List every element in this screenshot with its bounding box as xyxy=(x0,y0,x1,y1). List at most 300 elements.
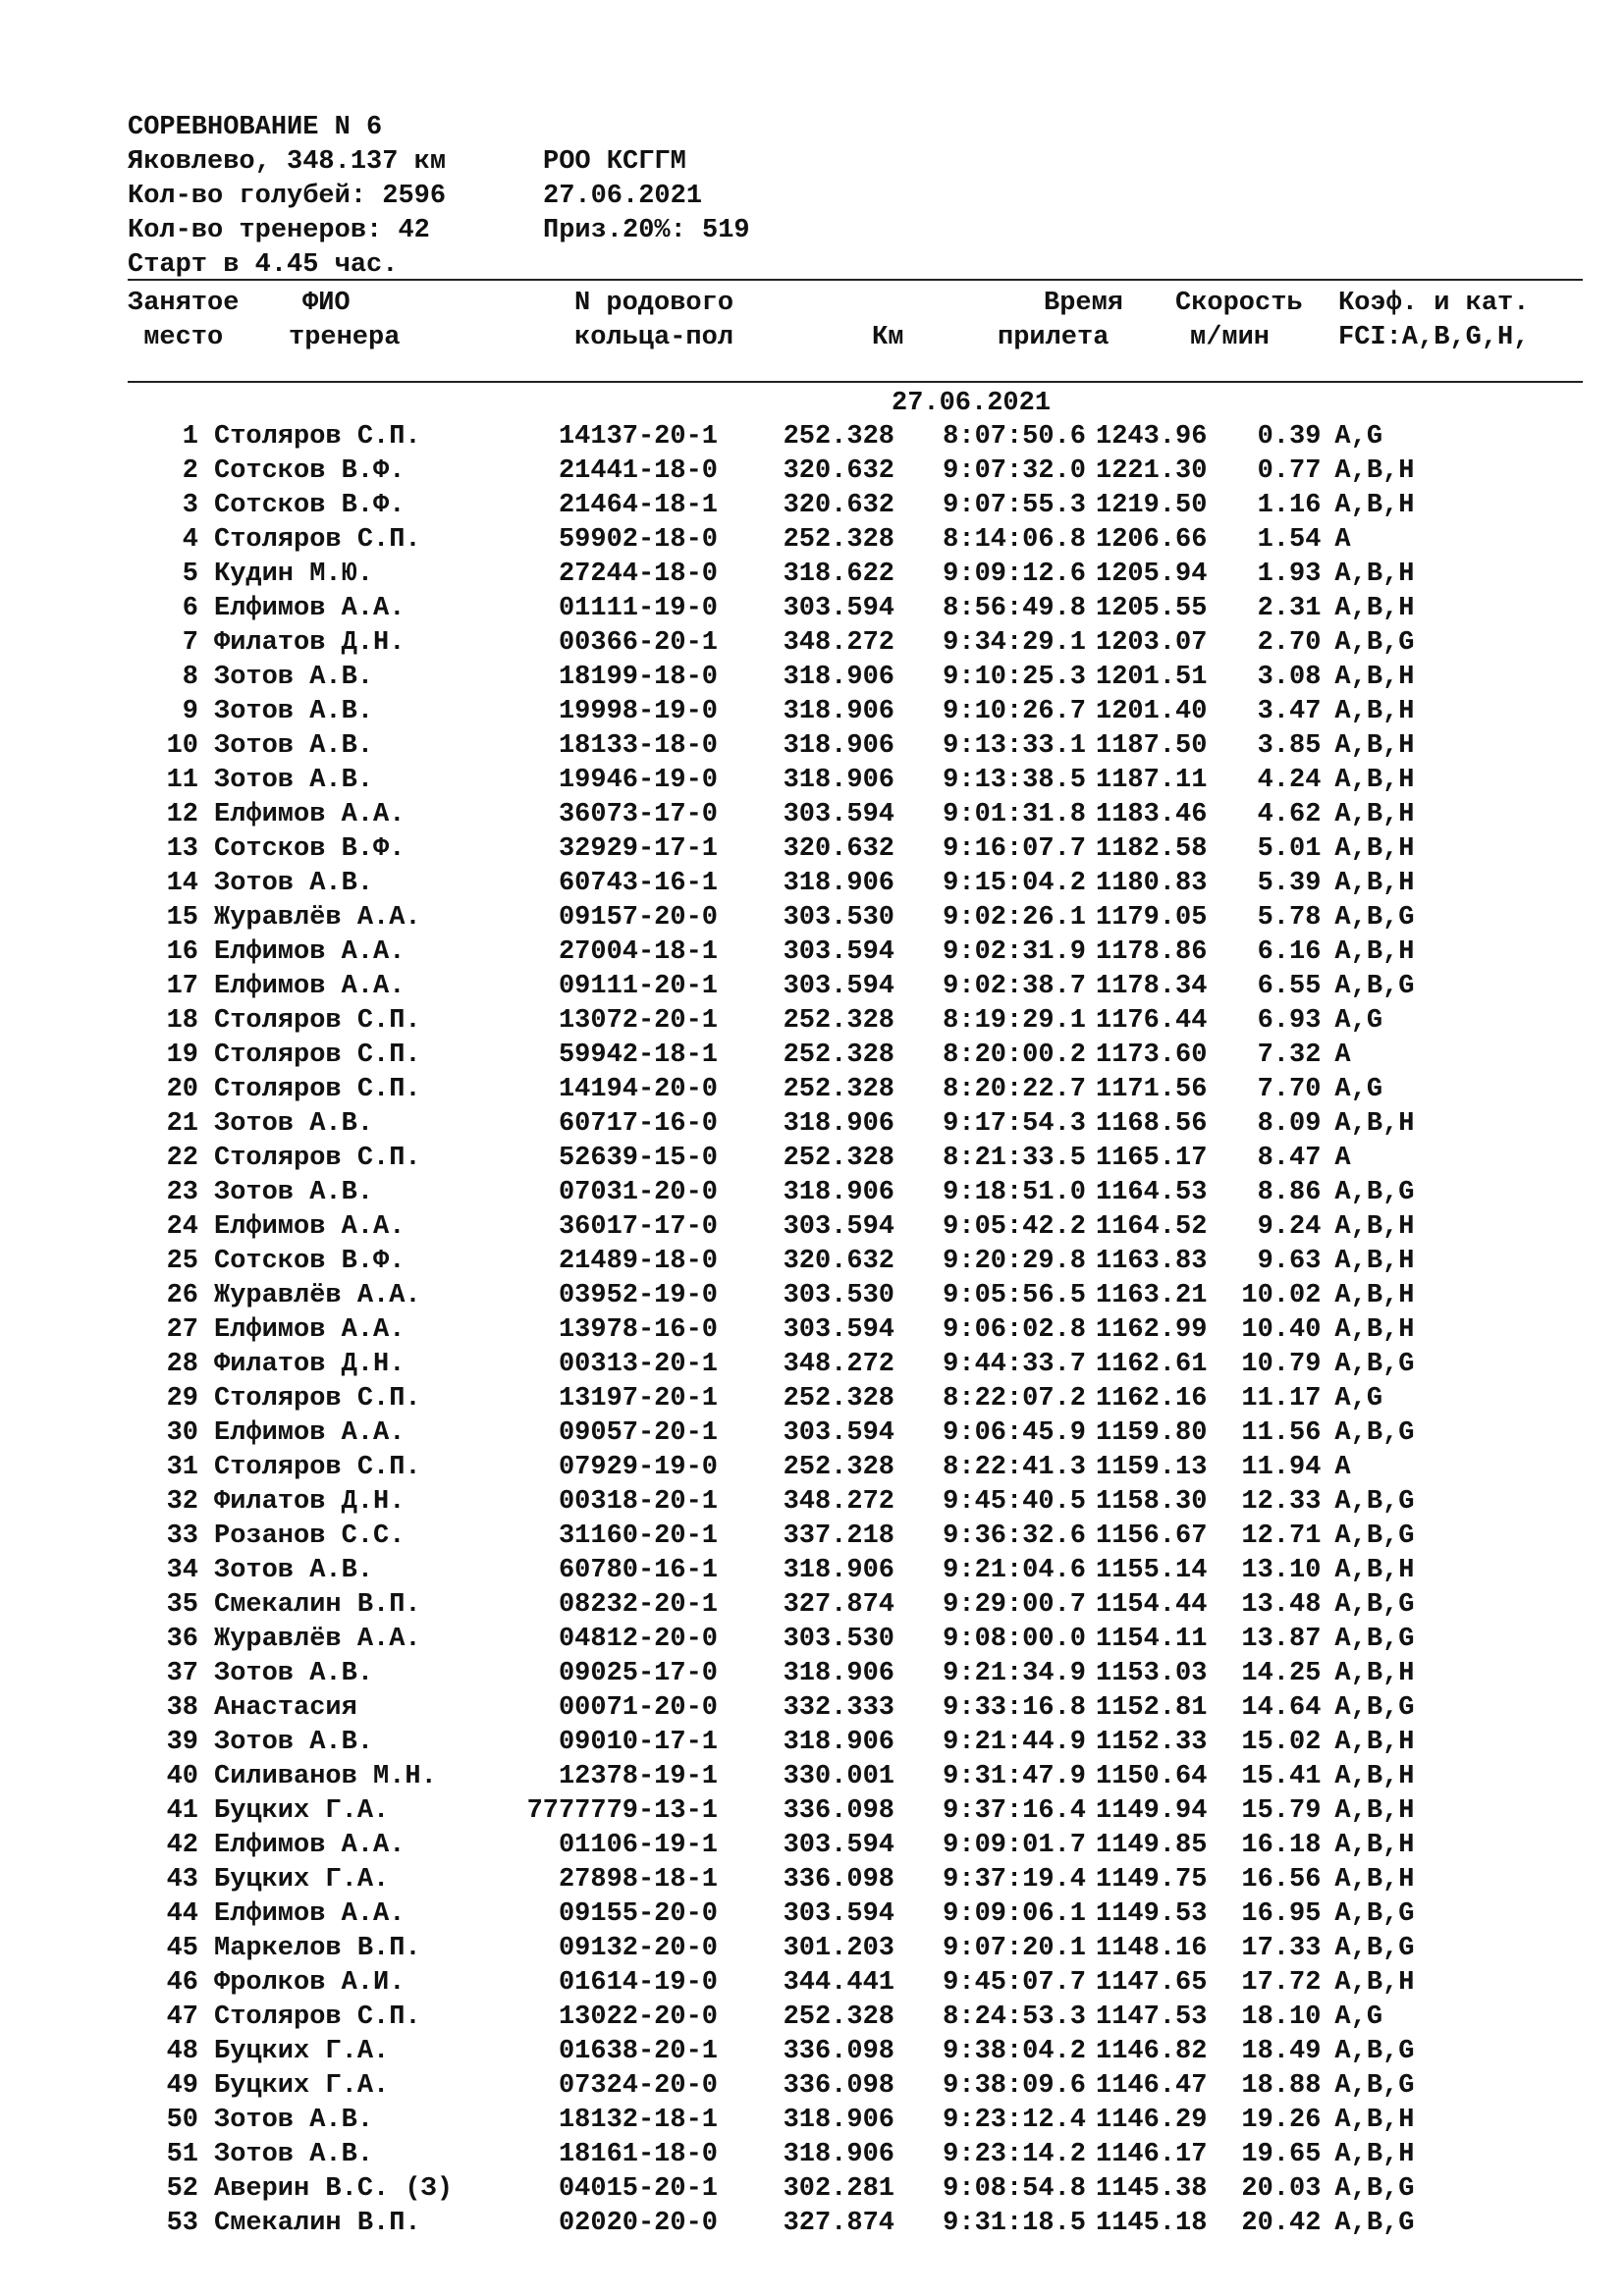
categories: A,B,H xyxy=(1334,560,1415,589)
arrival-time: 8:21:33.5 xyxy=(943,1144,1086,1173)
speed: 1164.53 xyxy=(1096,1178,1208,1207)
distance-km: 318.906 xyxy=(783,766,894,795)
distance-km: 303.594 xyxy=(783,1899,894,1929)
categories: A,B,H xyxy=(1334,731,1415,761)
coefficient: 3.08 xyxy=(1257,663,1322,692)
ring-number: 01111-19-0 xyxy=(558,594,718,623)
coefficient: 5.01 xyxy=(1257,834,1322,864)
place: 24 xyxy=(166,1212,198,1242)
trainer-name: Сотсков В.Ф. xyxy=(214,1247,406,1276)
table-row xyxy=(128,2069,1482,2104)
ring-number: 18161-18-0 xyxy=(558,2140,718,2169)
table-row xyxy=(128,1932,1482,1966)
trainer-name: Журавлёв А.А. xyxy=(214,1625,421,1654)
coefficient: 9.63 xyxy=(1257,1247,1322,1276)
arrival-time: 9:37:19.4 xyxy=(943,1865,1086,1895)
coefficient: 1.16 xyxy=(1257,491,1322,520)
trainer-name: Елфимов А.А. xyxy=(214,1831,406,1860)
ring-number: 01106-19-1 xyxy=(558,1831,718,1860)
arrival-time: 9:13:38.5 xyxy=(943,766,1086,795)
place: 51 xyxy=(166,2140,198,2169)
trainer-name: Филатов Д.Н. xyxy=(214,628,406,658)
ring-number: 00366-20-1 xyxy=(558,628,718,658)
trainer-name: Аверин В.С. (З) xyxy=(214,2174,454,2204)
arrival-time: 9:01:31.8 xyxy=(943,800,1086,829)
col-ring-line1: N родового xyxy=(574,289,734,318)
ring-number: 36073-17-0 xyxy=(558,800,718,829)
arrival-time: 9:18:51.0 xyxy=(943,1178,1086,1207)
speed: 1221.30 xyxy=(1096,456,1208,486)
trainer-name: Зотов А.В. xyxy=(214,1728,374,1757)
speed: 1155.14 xyxy=(1096,1556,1208,1585)
place: 29 xyxy=(166,1384,198,1414)
distance-km: 252.328 xyxy=(783,1384,894,1414)
ring-number: 59942-18-1 xyxy=(558,1041,718,1070)
speed: 1219.50 xyxy=(1096,491,1208,520)
trainer-name: Буцких Г.А. xyxy=(214,2071,390,2101)
coefficient: 2.31 xyxy=(1257,594,1322,623)
categories: A,B,G xyxy=(1334,903,1415,933)
categories: A,B,H xyxy=(1334,834,1415,864)
arrival-time: 8:20:00.2 xyxy=(943,1041,1086,1070)
table-row xyxy=(128,1004,1482,1039)
ring-number: 19998-19-0 xyxy=(558,697,718,726)
coefficient: 15.41 xyxy=(1241,1762,1322,1791)
place: 17 xyxy=(166,972,198,1001)
coefficient: 8.09 xyxy=(1257,1109,1322,1139)
group-date: 27.06.2021 xyxy=(892,389,1052,418)
distance-km: 252.328 xyxy=(783,1041,894,1070)
table-row xyxy=(128,1279,1482,1313)
categories: A,G xyxy=(1334,1384,1383,1414)
ring-number: 7777779-13-1 xyxy=(526,1796,718,1826)
speed: 1176.44 xyxy=(1096,1006,1208,1036)
distance-km: 344.441 xyxy=(783,1968,894,1998)
place: 37 xyxy=(166,1659,198,1688)
arrival-time: 9:09:12.6 xyxy=(943,560,1086,589)
col-coef-line1: Коэф. и кат. xyxy=(1338,289,1530,318)
table-row xyxy=(128,1691,1482,1726)
coefficient: 4.62 xyxy=(1257,800,1322,829)
col-km: Км xyxy=(872,323,904,352)
distance-km: 252.328 xyxy=(783,1453,894,1482)
coefficient: 11.56 xyxy=(1241,1418,1322,1448)
place: 45 xyxy=(166,1934,198,1963)
coefficient: 6.16 xyxy=(1257,937,1322,967)
table-row xyxy=(128,798,1482,832)
table-row xyxy=(128,832,1482,867)
release-point: Яковлево, 348.137 км xyxy=(128,147,447,177)
place: 5 xyxy=(182,560,198,589)
speed: 1152.33 xyxy=(1096,1728,1208,1757)
speed: 1243.96 xyxy=(1096,422,1208,452)
distance-km: 318.906 xyxy=(783,663,894,692)
categories: A,B,G xyxy=(1334,2209,1415,2238)
table-row xyxy=(128,626,1482,661)
trainer-name: Столяров С.П. xyxy=(214,1453,421,1482)
speed: 1162.61 xyxy=(1096,1350,1208,1379)
arrival-time: 9:07:20.1 xyxy=(943,1934,1086,1963)
coefficient: 18.10 xyxy=(1241,2002,1322,2032)
table-row xyxy=(128,1657,1482,1691)
trainer-name: Елфимов А.А. xyxy=(214,1899,406,1929)
place: 35 xyxy=(166,1590,198,1620)
ring-number: 18199-18-0 xyxy=(558,663,718,692)
speed: 1168.56 xyxy=(1096,1109,1208,1139)
ring-number: 09111-20-1 xyxy=(558,972,718,1001)
results-body xyxy=(128,420,1482,2241)
place: 53 xyxy=(166,2209,198,2238)
distance-km: 330.001 xyxy=(783,1762,894,1791)
arrival-time: 9:29:00.7 xyxy=(943,1590,1086,1620)
arrival-time: 9:37:16.4 xyxy=(943,1796,1086,1826)
trainer-count: Кол-во тренеров: 42 xyxy=(128,216,430,245)
prize-count: Приз.20%: 519 xyxy=(543,216,750,245)
ring-number: 14194-20-0 xyxy=(558,1075,718,1104)
speed: 1148.16 xyxy=(1096,1934,1208,1963)
speed: 1162.16 xyxy=(1096,1384,1208,1414)
table-row xyxy=(128,2104,1482,2138)
place: 12 xyxy=(166,800,198,829)
trainer-name: Столяров С.П. xyxy=(214,1144,421,1173)
arrival-time: 8:24:53.3 xyxy=(943,2002,1086,2032)
place: 23 xyxy=(166,1178,198,1207)
categories: A,B,G xyxy=(1334,1590,1415,1620)
distance-km: 320.632 xyxy=(783,834,894,864)
trainer-name: Столяров С.П. xyxy=(214,2002,421,2032)
trainer-name: Сотсков В.Ф. xyxy=(214,834,406,864)
speed: 1180.83 xyxy=(1096,869,1208,898)
place: 40 xyxy=(166,1762,198,1791)
categories: A,B,G xyxy=(1334,2071,1415,2101)
distance-km: 318.622 xyxy=(783,560,894,589)
categories: A,G xyxy=(1334,1075,1383,1104)
table-row xyxy=(128,2001,1482,2035)
results-table xyxy=(128,420,1482,2241)
categories: A,B,G xyxy=(1334,2037,1415,2066)
arrival-time: 9:13:33.1 xyxy=(943,731,1086,761)
ring-number: 21441-18-0 xyxy=(558,456,718,486)
distance-km: 318.906 xyxy=(783,869,894,898)
arrival-time: 9:10:25.3 xyxy=(943,663,1086,692)
arrival-time: 9:09:06.1 xyxy=(943,1899,1086,1929)
ring-number: 21464-18-1 xyxy=(558,491,718,520)
ring-number: 21489-18-0 xyxy=(558,1247,718,1276)
trainer-name: Зотов А.В. xyxy=(214,697,374,726)
col-name-line1: ФИО xyxy=(302,289,351,318)
distance-km: 318.906 xyxy=(783,1178,894,1207)
distance-km: 301.203 xyxy=(783,1934,894,1963)
categories: A,B,H xyxy=(1334,1109,1415,1139)
ring-number: 60717-16-0 xyxy=(558,1109,718,1139)
arrival-time: 9:07:32.0 xyxy=(943,456,1086,486)
speed: 1149.75 xyxy=(1096,1865,1208,1895)
speed: 1205.94 xyxy=(1096,560,1208,589)
distance-km: 348.272 xyxy=(783,628,894,658)
trainer-name: Зотов А.В. xyxy=(214,1556,374,1585)
categories: A,B,G xyxy=(1334,1899,1415,1929)
place: 46 xyxy=(166,1968,198,1998)
speed: 1201.51 xyxy=(1096,663,1208,692)
coefficient: 16.56 xyxy=(1241,1865,1322,1895)
table-row xyxy=(128,592,1482,626)
speed: 1179.05 xyxy=(1096,903,1208,933)
categories: A,B,H xyxy=(1334,1865,1415,1895)
ring-number: 08232-20-1 xyxy=(558,1590,718,1620)
distance-km: 318.906 xyxy=(783,1728,894,1757)
ring-number: 07929-19-0 xyxy=(558,1453,718,1482)
speed: 1146.17 xyxy=(1096,2140,1208,2169)
place: 8 xyxy=(182,663,198,692)
speed: 1156.67 xyxy=(1096,1522,1208,1551)
distance-km: 320.632 xyxy=(783,456,894,486)
coefficient: 18.88 xyxy=(1241,2071,1322,2101)
distance-km: 332.333 xyxy=(783,1693,894,1723)
categories: A,B,G xyxy=(1334,1625,1415,1654)
place: 25 xyxy=(166,1247,198,1276)
place: 18 xyxy=(166,1006,198,1036)
arrival-time: 9:20:29.8 xyxy=(943,1247,1086,1276)
coefficient: 0.77 xyxy=(1257,456,1322,486)
place: 36 xyxy=(166,1625,198,1654)
arrival-time: 9:08:54.8 xyxy=(943,2174,1086,2204)
categories: A,B,H xyxy=(1334,2140,1415,2169)
arrival-time: 9:23:12.4 xyxy=(943,2106,1086,2135)
place: 43 xyxy=(166,1865,198,1895)
speed: 1178.86 xyxy=(1096,937,1208,967)
trainer-name: Филатов Д.Н. xyxy=(214,1350,406,1379)
distance-km: 318.906 xyxy=(783,1109,894,1139)
table-row xyxy=(128,1588,1482,1623)
speed: 1149.85 xyxy=(1096,1831,1208,1860)
place: 42 xyxy=(166,1831,198,1860)
trainer-name: Филатов Д.Н. xyxy=(214,1487,406,1517)
categories: A xyxy=(1334,1041,1351,1070)
arrival-time: 9:02:26.1 xyxy=(943,903,1086,933)
categories: A,B,H xyxy=(1334,1659,1415,1688)
categories: A,B,G xyxy=(1334,1178,1415,1207)
categories: A,B,H xyxy=(1334,800,1415,829)
trainer-name: Елфимов А.А. xyxy=(214,1315,406,1345)
coefficient: 0.39 xyxy=(1257,422,1322,452)
categories: A,B,G xyxy=(1334,1522,1415,1551)
coefficient: 14.64 xyxy=(1241,1693,1322,1723)
speed: 1149.53 xyxy=(1096,1899,1208,1929)
table-row xyxy=(128,2138,1482,2172)
table-row xyxy=(128,2035,1482,2069)
categories: A,B,H xyxy=(1334,869,1415,898)
trainer-name: Елфимов А.А. xyxy=(214,594,406,623)
organization-name: РОО КСГГМ xyxy=(543,147,686,177)
trainer-name: Столяров С.П. xyxy=(214,1041,421,1070)
trainer-name: Буцких Г.А. xyxy=(214,1865,390,1895)
distance-km: 318.906 xyxy=(783,697,894,726)
speed: 1152.81 xyxy=(1096,1693,1208,1723)
speed: 1201.40 xyxy=(1096,697,1208,726)
coefficient: 13.87 xyxy=(1241,1625,1322,1654)
speed: 1203.07 xyxy=(1096,628,1208,658)
speed: 1146.29 xyxy=(1096,2106,1208,2135)
col-place-line1: Занятое xyxy=(128,289,240,318)
coefficient: 19.65 xyxy=(1241,2140,1322,2169)
trainer-name: Буцких Г.А. xyxy=(214,1796,390,1826)
trainer-name: Столяров С.П. xyxy=(214,1075,421,1104)
trainer-name: Елфимов А.А. xyxy=(214,800,406,829)
arrival-time: 9:44:33.7 xyxy=(943,1350,1086,1379)
coefficient: 2.70 xyxy=(1257,628,1322,658)
ring-number: 19946-19-0 xyxy=(558,766,718,795)
arrival-time: 9:08:00.0 xyxy=(943,1625,1086,1654)
col-time-line2: прилета xyxy=(998,323,1110,352)
speed: 1173.60 xyxy=(1096,1041,1208,1070)
place: 11 xyxy=(166,766,198,795)
categories: A,B,G xyxy=(1334,972,1415,1001)
ring-number: 52639-15-0 xyxy=(558,1144,718,1173)
speed: 1183.46 xyxy=(1096,800,1208,829)
table-row xyxy=(128,935,1482,970)
categories: A,B,H xyxy=(1334,1556,1415,1585)
speed: 1145.38 xyxy=(1096,2174,1208,2204)
arrival-time: 8:20:22.7 xyxy=(943,1075,1086,1104)
place: 1 xyxy=(182,422,198,452)
table-row xyxy=(128,1966,1482,2001)
place: 47 xyxy=(166,2002,198,2032)
categories: A xyxy=(1334,525,1351,555)
trainer-name: Смекалин В.П. xyxy=(214,2209,421,2238)
coefficient: 15.02 xyxy=(1241,1728,1322,1757)
table-row xyxy=(128,523,1482,558)
table-row xyxy=(128,558,1482,592)
coefficient: 6.55 xyxy=(1257,972,1322,1001)
distance-km: 320.632 xyxy=(783,491,894,520)
trainer-name: Сотсков В.Ф. xyxy=(214,456,406,486)
speed: 1159.80 xyxy=(1096,1418,1208,1448)
categories: A,B,H xyxy=(1334,491,1415,520)
trainer-name: Фролков А.И. xyxy=(214,1968,406,1998)
speed: 1187.11 xyxy=(1096,766,1208,795)
categories: A,B,H xyxy=(1334,937,1415,967)
coefficient: 11.17 xyxy=(1241,1384,1322,1414)
distance-km: 303.594 xyxy=(783,1418,894,1448)
col-speed-line1: Скорость xyxy=(1175,289,1303,318)
coefficient: 10.79 xyxy=(1241,1350,1322,1379)
coefficient: 5.78 xyxy=(1257,903,1322,933)
ring-number: 09132-20-0 xyxy=(558,1934,718,1963)
pigeon-count: Кол-во голубей: 2596 xyxy=(128,182,447,211)
ring-number: 31160-20-1 xyxy=(558,1522,718,1551)
place: 4 xyxy=(182,525,198,555)
arrival-time: 8:14:06.8 xyxy=(943,525,1086,555)
categories: A,B,H xyxy=(1334,456,1415,486)
col-name-line2: тренера xyxy=(289,323,401,352)
place: 34 xyxy=(166,1556,198,1585)
speed: 1149.94 xyxy=(1096,1796,1208,1826)
ring-number: 03952-19-0 xyxy=(558,1281,718,1310)
trainer-name: Зотов А.В. xyxy=(214,766,374,795)
distance-km: 336.098 xyxy=(783,1865,894,1895)
arrival-time: 8:19:29.1 xyxy=(943,1006,1086,1036)
place: 28 xyxy=(166,1350,198,1379)
coefficient: 5.39 xyxy=(1257,869,1322,898)
place: 3 xyxy=(182,491,198,520)
place: 44 xyxy=(166,1899,198,1929)
ring-number: 09025-17-0 xyxy=(558,1659,718,1688)
distance-km: 348.272 xyxy=(783,1487,894,1517)
coefficient: 10.02 xyxy=(1241,1281,1322,1310)
col-coef-line2: FCI:A,B,G,H, xyxy=(1338,323,1530,352)
arrival-time: 9:06:45.9 xyxy=(943,1418,1086,1448)
trainer-name: Кудин М.Ю. xyxy=(214,560,374,589)
table-row xyxy=(128,1829,1482,1863)
arrival-time: 8:07:50.6 xyxy=(943,422,1086,452)
trainer-name: Зотов А.В. xyxy=(214,731,374,761)
ring-number: 01638-20-1 xyxy=(558,2037,718,2066)
distance-km: 318.906 xyxy=(783,731,894,761)
arrival-time: 9:45:40.5 xyxy=(943,1487,1086,1517)
ring-number: 18132-18-1 xyxy=(558,2106,718,2135)
ring-number: 13022-20-0 xyxy=(558,2002,718,2032)
distance-km: 303.594 xyxy=(783,1212,894,1242)
arrival-time: 9:05:56.5 xyxy=(943,1281,1086,1310)
categories: A,B,G xyxy=(1334,1418,1415,1448)
arrival-time: 9:21:04.6 xyxy=(943,1556,1086,1585)
ring-number: 00313-20-1 xyxy=(558,1350,718,1379)
arrival-time: 9:06:02.8 xyxy=(943,1315,1086,1345)
arrival-time: 9:10:26.7 xyxy=(943,697,1086,726)
speed: 1162.99 xyxy=(1096,1315,1208,1345)
coefficient: 8.86 xyxy=(1257,1178,1322,1207)
place: 20 xyxy=(166,1075,198,1104)
trainer-name: Елфимов А.А. xyxy=(214,937,406,967)
arrival-time: 9:33:16.8 xyxy=(943,1693,1086,1723)
ring-number: 01614-19-0 xyxy=(558,1968,718,1998)
distance-km: 327.874 xyxy=(783,1590,894,1620)
coefficient: 10.40 xyxy=(1241,1315,1322,1345)
table-row xyxy=(128,1897,1482,1932)
trainer-name: Смекалин В.П. xyxy=(214,1590,421,1620)
trainer-name: Елфимов А.А. xyxy=(214,1418,406,1448)
trainer-name: Зотов А.В. xyxy=(214,1659,374,1688)
table-row xyxy=(128,1382,1482,1416)
distance-km: 303.594 xyxy=(783,937,894,967)
speed: 1146.82 xyxy=(1096,2037,1208,2066)
distance-km: 303.594 xyxy=(783,1315,894,1345)
table-row xyxy=(128,1245,1482,1279)
table-row xyxy=(128,867,1482,901)
categories: A,B,G xyxy=(1334,1934,1415,1963)
categories: A,B,G xyxy=(1334,2174,1415,2204)
ring-number: 27898-18-1 xyxy=(558,1865,718,1895)
place: 19 xyxy=(166,1041,198,1070)
speed: 1165.17 xyxy=(1096,1144,1208,1173)
trainer-name: Зотов А.В. xyxy=(214,2106,374,2135)
trainer-name: Зотов А.В. xyxy=(214,869,374,898)
ring-number: 36017-17-0 xyxy=(558,1212,718,1242)
arrival-time: 9:02:38.7 xyxy=(943,972,1086,1001)
col-ring-line2: кольца-пол xyxy=(574,323,734,352)
categories: A,B,H xyxy=(1334,1315,1415,1345)
categories: A,B,G xyxy=(1334,1487,1415,1517)
trainer-name: Зотов А.В. xyxy=(214,1109,374,1139)
table-row xyxy=(128,489,1482,523)
categories: A,B,H xyxy=(1334,1968,1415,1998)
table-row xyxy=(128,2172,1482,2207)
table-row xyxy=(128,1107,1482,1142)
arrival-time: 9:23:14.2 xyxy=(943,2140,1086,2169)
speed: 1147.65 xyxy=(1096,1968,1208,1998)
place: 13 xyxy=(166,834,198,864)
trainer-name: Зотов А.В. xyxy=(214,1178,374,1207)
